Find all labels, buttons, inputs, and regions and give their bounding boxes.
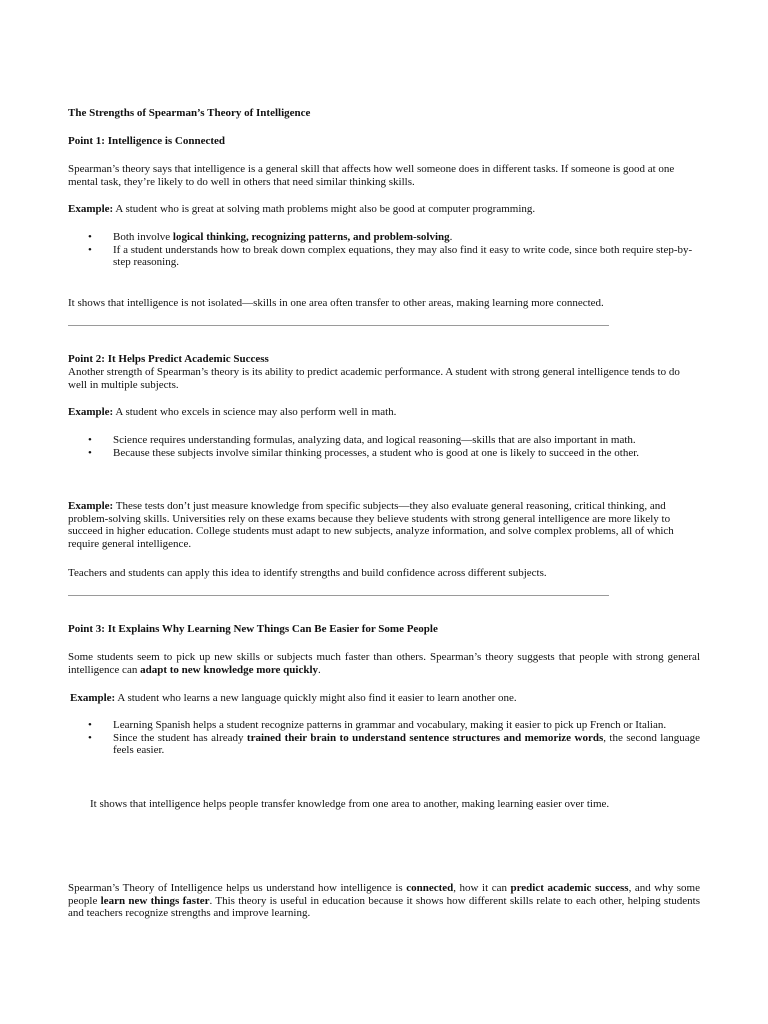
point3-heading: Point 3: It Explains Why Learning New Things Can Be Easier for Some People [68, 623, 438, 635]
point2-example2-label: Example: [68, 500, 114, 512]
point2-example2 [68, 500, 700, 550]
point1-bullet-list [68, 231, 700, 269]
point3-example [70, 692, 702, 705]
list-item: • Learning Spanish helps a student recognize patterns in grammar and vocabulary, making it easier to pick up French or Italian. [88, 719, 667, 731]
point2-example [68, 406, 700, 419]
point1-heading: Point 1: Intelligence is Connected [68, 135, 226, 147]
point3-intro: Some students seem to pick up new skills or subjects much faster than others. Spearman’s theory suggests that people with strong general intelligence can adapt to new knowledge more quickly. [68, 651, 700, 676]
point2-example-text: A student who excels in science may also perform well in math. [113, 406, 397, 418]
list-item: • Science requires understanding formulas, analyzing data, and logical reasoning—skills that are also important in math. [88, 434, 636, 446]
bullet-icon: • [88, 446, 92, 459]
point1-intro: Spearman’s theory says that intelligence is a general skill that affects how well someone does in different tasks. If someone is good at one mental task, they’re likely to do well in others that need similar thinking skills. [68, 163, 675, 188]
summary-paragraph: Spearman’s Theory of Intelligence helps us understand how intelligence is connected, how it can predict academic success, and why some people learn new things faster. This theory is useful in education because it shows how different skills relate to each other, helping students and teachers recognize strengths and improve learning. [68, 882, 700, 919]
bullet-icon: • [88, 231, 92, 243]
bullet-icon: • [88, 731, 92, 744]
point1-conclusion: It shows that intelligence is not isolated—skills in one area often transfer to other areas, making learning more connected. [68, 297, 604, 309]
list-item: • If a student understands how to break down complex equations, they may also find it easy to write code, since both require step-by-step reasoning. [88, 243, 693, 268]
list-item: • Both involve logical thinking, recognizing patterns, and problem-solving. [88, 231, 453, 243]
point2-bullet-list [68, 434, 700, 459]
point3-example-text: A student who learns a new language quickly might also find it easier to learn another one. [115, 692, 517, 704]
point2-example2-text: These tests don’t just measure knowledge from specific subjects—they also evaluate general reasoning, critical thinking, and problem-solving skills. Universities rely on these exams because they believe students with strong general intelligence are more likely to succeed in higher education. College students must adapt to new subjects, analyze information, and solve complex problems, all of which require general intelligence. [68, 500, 674, 550]
point2-heading: Point 2: It Helps Predict Academic Success [68, 353, 269, 365]
bullet-icon: • [88, 719, 92, 731]
point2-intro: Another strength of Spearman’s theory is its ability to predict academic performance. A student with strong general intelligence tends to do well in multiple subjects. [68, 366, 680, 391]
section-divider [68, 325, 609, 326]
section-divider [68, 595, 609, 596]
bullet-icon: • [88, 243, 92, 256]
point1-example-text: A student who is great at solving math problems might also be good at computer programming. [113, 203, 536, 215]
document-title: The Strengths of Spearman’s Theory of Intelligence [68, 107, 311, 119]
point1-example-label: Example: [68, 203, 114, 215]
bullet-icon: • [88, 434, 92, 446]
point3-bullet-list [68, 719, 700, 757]
point2-example-label: Example: [68, 406, 114, 418]
list-item: • Since the student has already trained their brain to understand sentence structures and memorize words, the second language feels easier. [88, 731, 701, 756]
list-item: • Because these subjects involve similar thinking processes, a student who is good at one is likely to succeed in the other. [88, 446, 640, 459]
point3-conclusion: It shows that intelligence helps people transfer knowledge from one area to another, making learning easier over time. [90, 798, 610, 810]
point2-conclusion: Teachers and students can apply this idea to identify strengths and build confidence across different subjects. [68, 567, 547, 579]
point1-example [68, 203, 700, 216]
point3-example-label: Example: [70, 692, 116, 704]
